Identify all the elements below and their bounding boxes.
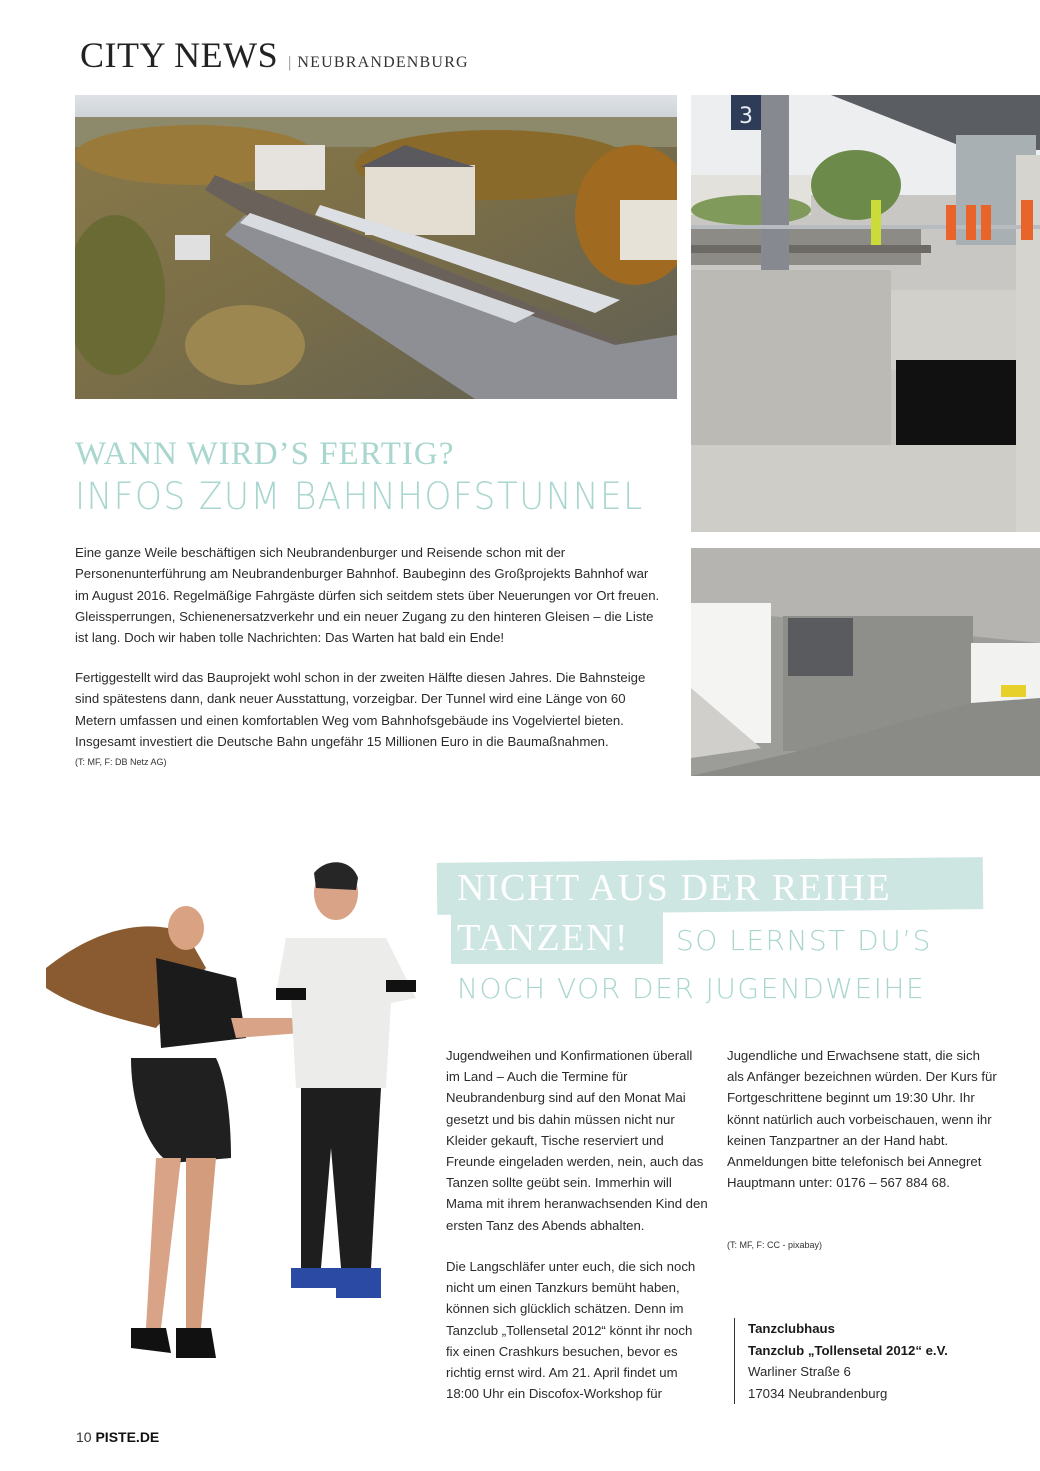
section-title: CITY NEWS [80,35,279,75]
page-header [80,34,469,76]
postal-city: 17034 Neubrandenburg [748,1385,888,1401]
subhead-line-1: SO LERNST DU’S [676,924,932,957]
dancing-couple-photo [36,858,430,1418]
venue-name: Tanzclubhaus [748,1321,835,1336]
headline-line-2: TANZEN! [457,917,630,959]
article-paragraph: Jugendweihen und Konfirmationen überall im Land – Auch die Termine für Neubrandenburg sind auf den Monat Mai gesetzt und bis dahin müssen nicht nur Kleider gekauft, Tische reserviert und Freunde eingeladen werden, nein, auch das Tanzen sollte geübt sein. Immerhin will Mama mit ihrem heranwachsenden Kind den ersten Tanz des Abends abhalten. [446,1048,708,1233]
brand-logo: PISTE.DE [95,1429,160,1445]
photo-credit: (T: MF, F: DB Netz AG) [75,757,167,767]
article-title: INFOS ZUM BAHNHOFSTUNNEL [75,475,644,518]
header-separator: | [288,54,292,71]
page-footer [76,1429,159,1445]
subhead-line-2: NOCH VOR DER JUGENDWEIHE [457,972,926,1005]
photo-credit: (T: MF, F: CC - pixabay) [727,1240,823,1250]
platform-construction-photo [691,95,1040,532]
address-block [734,1318,948,1404]
article-paragraph: Die Langschläfer unter euch, die sich noch nicht um einen Tanzkurs bemüht haben, können sich glücklich schätzen. Denn im Tanzclub „Tollensetal 2012“ könnt ihr noch fix einen Crashkurs besuchen, bevor es richtig ernst wird. Am 21. April findet um 18:00 Uhr ein Discofox-Workshop für [446,1259,696,1402]
street-address: Warliner Straße 6 [748,1364,851,1379]
platform-number-sign: 3 [739,104,753,129]
section-city: NEUBRANDENBURG [297,54,469,71]
article-kicker: WANN WIRD’S FERTIG? [75,436,455,472]
article-paragraph: Eine ganze Weile beschäftigen sich Neubrandenburger und Reisende schon mit der Personenunterführung am Neubrandenburger Bahnhof. Baubeginn des Großprojekts Bahnhof war im August 2016. Regelmäßige Fahrgäste dürfen sich seitdem stets über Neuerungen vor Ort freuen. Gleissperrungen, Schienenersatzverkehr und ein neuer Zugang zu den hinteren Gleisen – die Liste ist lang. Doch wir haben tolle Nachrichten: Das Warten hat bald ein Ende! [75,545,660,646]
page-number: 10 [76,1429,92,1445]
station-aerial-photo [75,95,677,399]
article-paragraph: Fertiggestellt wird das Bauprojekt wohl schon in der zweiten Hälfte diesen Jahres. Die Bahnsteige sind spätestens dann, dank neuer Ausstattung, vorzeigbar. Der Tunnel wird eine Länge von 60 Metern umfassen und einen komfortablen Weg vom Bahnhofsgebäude ins Vogelviertel bieten. Insgesamt investiert die Deutsche Bahn ungefähr 15 Millionen Euro in die Baumaßnahmen. [75,670,646,749]
headline-line-1: NICHT AUS DER REIHE [457,867,892,909]
tunnel-interior-photo [691,548,1040,776]
club-name: Tanzclub „Tollensetal 2012“ e.V. [748,1342,948,1358]
article-paragraph: Jugendliche und Erwachsene statt, die sich als Anfänger bezeichnen würden. Der Kurs für Fortgeschrittene beginnt um 19:30 Uhr. Ihr könnt natürlich auch vorbeischauen, wenn ihr keinen Tanzpartner an der Hand habt. Anmeldungen bitte telefonisch bei Annegret Hauptmann unter: 0176 – 567 884 68. [727,1048,997,1191]
